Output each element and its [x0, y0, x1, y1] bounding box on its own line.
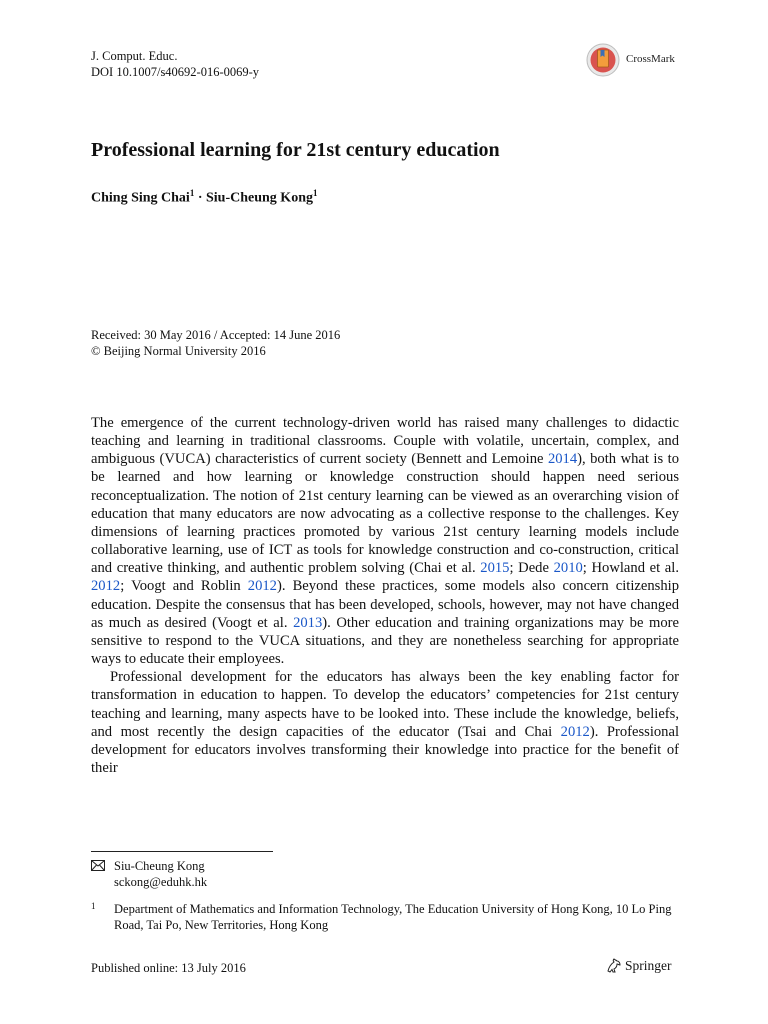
text-run: ), both what is to be learned and how learning or knowledge construction should happen need serious reconceptualization. The notion of 21st century learning can be viewed as an overarching vision of education that many educators are now advocating as a collective response to the challenges. Key dimensions of learning practices promoted by various 21st century learning models include collaborative learning, use of ICT as tools for knowledge construction and co-construction, critical and creative thinking, and authentic problem solving (Chai et al.	[91, 451, 679, 577]
affiliation-footnote	[91, 901, 681, 933]
doi[interactable]: DOI 10.1007/s40692-016-0069-y	[91, 65, 260, 79]
article-history	[91, 327, 340, 359]
paper-title: Professional learning for 21st century education	[91, 139, 500, 161]
corresponding-name: Siu-Cheung Kong	[114, 859, 205, 873]
journal-name: J. Comput. Educ.	[91, 49, 178, 63]
text-run: ). Professional development for educators involves transforming their knowledge into practice for the benefit of their	[91, 723, 679, 776]
footnote-divider	[91, 851, 273, 852]
text-run: ; Voogt and Roblin	[120, 578, 248, 595]
journal-header	[91, 48, 259, 80]
corresponding-email[interactable]: sckong@eduhk.hk	[114, 875, 208, 889]
copyright-line: © Beijing Normal University 2016	[91, 344, 266, 358]
citation-link[interactable]: 2014	[547, 451, 578, 468]
affiliation-number: 1	[91, 901, 96, 911]
text-run: ). Other education and training organizations may be more sensitive to respond to the VUCA situations, and they are nonetheless searching for appropriate ways to educate their employees.	[91, 614, 679, 668]
crossmark-icon	[586, 43, 622, 77]
affiliation-text: Department of Mathematics and Information Technology, The Education University of Hong Kong, 10 Lo Ping Road, Tai Po, New Territories, Hong Kong	[114, 902, 672, 932]
citation-link[interactable]: 2012	[560, 723, 590, 740]
text-run: ; Howland et al.	[582, 560, 679, 577]
publisher-logo	[606, 958, 672, 974]
text-run: ). Beyond these practices, some models also concern citizenship education. Despite the consensus that has been developed, schools, however, may not have changed as much as desired (Voogt et al.	[91, 578, 679, 631]
received-accepted-dates: Received: 30 May 2016 / Accepted: 14 June 2016	[91, 328, 341, 342]
author-separator: ·	[194, 190, 206, 206]
body-text	[91, 414, 679, 777]
author-name: Siu-Cheung Kong	[206, 190, 313, 206]
published-date: Published online: 13 July 2016	[91, 961, 246, 975]
author-name: Ching Sing Chai	[91, 190, 190, 206]
citation-link[interactable]: 2012	[247, 578, 277, 595]
springer-horse-logo-icon	[606, 958, 622, 973]
crossmark-badge[interactable]	[586, 43, 686, 77]
author-list	[91, 188, 317, 207]
text-run: The emergence of the current technology-driven world has raised many challenges to didactic teaching and learning in traditional classrooms. Couple with volatile, uncertain, complex, and ambiguous (VUCA) characteristics of current society (Bennett and Lemoine	[91, 415, 679, 468]
citation-link[interactable]: 2012	[91, 578, 121, 595]
paragraph	[91, 414, 679, 668]
author-affiliation-mark: 1	[189, 188, 195, 198]
citation-link[interactable]: 2013	[293, 614, 323, 631]
text-run: ; Dede	[509, 560, 554, 577]
text-run: Professional development for the educators has always been the key enabling factor for transformation in education to happen. To develop the educators’ competencies for 21st century teaching and learning, many aspects have to be looked into. These include the knowledge, beliefs, and most recently the design capacities of the educator (Tsai and Chai	[91, 669, 679, 740]
publisher-name: Springer	[625, 958, 672, 973]
citation-link[interactable]: 2010	[553, 560, 583, 577]
envelope-icon	[91, 860, 105, 871]
crossmark-label: CrossMark	[626, 53, 675, 65]
author-affiliation-mark: 1	[312, 188, 318, 198]
paragraph	[91, 668, 679, 777]
citation-link[interactable]: 2015	[480, 560, 510, 577]
